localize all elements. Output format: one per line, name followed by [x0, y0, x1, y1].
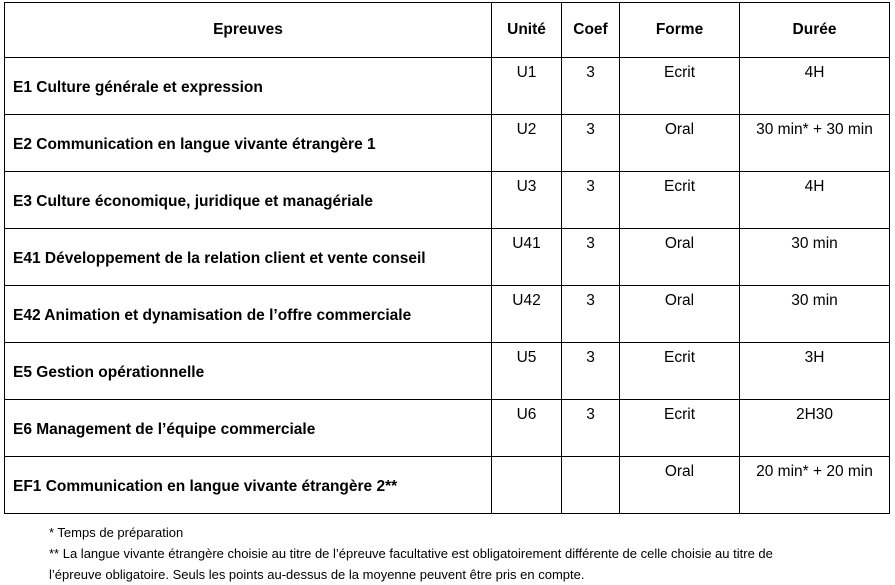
header-epreuves-label: Epreuves [213, 21, 283, 38]
header-duree: Durée [740, 3, 890, 58]
cell-epreuve: E6 Management de l’équipe commerciale [5, 400, 492, 457]
cell-unite: U6 [492, 400, 562, 457]
cell-epreuve: EF1 Communication en langue vivante étrangère 2** [5, 457, 492, 514]
exams-table [4, 2, 890, 514]
footnote-preparation-time: * Temps de préparation [49, 525, 184, 540]
cell-duree: 30 min* + 30 min [740, 115, 890, 172]
table-row [5, 286, 890, 343]
cell-forme: Ecrit [620, 172, 740, 229]
footnote-optional-language-line1: ** La langue vivante étrangère choisie au titre de l’épreuve facultative est obligatoirement différente de celle choisie au titre de [49, 546, 773, 561]
cell-forme: Ecrit [620, 400, 740, 457]
cell-coef: 3 [562, 286, 620, 343]
header-forme: Forme [620, 3, 740, 58]
cell-epreuve: E1 Culture générale et expression [5, 58, 492, 115]
cell-forme: Oral [620, 457, 740, 514]
cell-forme: Ecrit [620, 58, 740, 115]
cell-duree: 30 min [740, 286, 890, 343]
table-row [5, 400, 890, 457]
cell-coef: 3 [562, 343, 620, 400]
table-row [5, 58, 890, 115]
cell-coef: 3 [562, 58, 620, 115]
table-row [5, 229, 890, 286]
footnote-optional-language-line2: l’épreuve obligatoire. Seuls les points au-dessus de la moyenne peuvent être pris en compte. [49, 567, 585, 582]
cell-unite: U2 [492, 115, 562, 172]
table-row [5, 457, 890, 514]
cell-duree: 20 min* + 20 min [740, 457, 890, 514]
footnotes [49, 522, 869, 585]
cell-duree: 4H [740, 58, 890, 115]
cell-coef: 3 [562, 172, 620, 229]
cell-coef: 3 [562, 229, 620, 286]
header-epreuves [5, 3, 492, 58]
header-coef: Coef [562, 3, 620, 58]
cell-unite [492, 457, 562, 514]
cell-forme: Oral [620, 115, 740, 172]
header-unite: Unité [492, 3, 562, 58]
cell-duree: 30 min [740, 229, 890, 286]
cell-epreuve: E42 Animation et dynamisation de l’offre commerciale [5, 286, 492, 343]
table-row [5, 115, 890, 172]
cell-forme: Ecrit [620, 343, 740, 400]
cell-forme: Oral [620, 229, 740, 286]
table-row [5, 172, 890, 229]
header-row [5, 3, 890, 58]
cell-duree: 3H [740, 343, 890, 400]
cell-epreuve: E3 Culture économique, juridique et managériale [5, 172, 492, 229]
cell-coef: 3 [562, 115, 620, 172]
cell-unite: U41 [492, 229, 562, 286]
cell-duree: 2H30 [740, 400, 890, 457]
cell-unite: U1 [492, 58, 562, 115]
cell-coef: 3 [562, 400, 620, 457]
cell-duree: 4H [740, 172, 890, 229]
cell-unite: U3 [492, 172, 562, 229]
cell-epreuve: E2 Communication en langue vivante étrangère 1 [5, 115, 492, 172]
cell-epreuve: E41 Développement de la relation client et vente conseil [5, 229, 492, 286]
table-row [5, 343, 890, 400]
cell-coef [562, 457, 620, 514]
cell-forme: Oral [620, 286, 740, 343]
cell-unite: U5 [492, 343, 562, 400]
cell-epreuve: E5 Gestion opérationnelle [5, 343, 492, 400]
cell-unite: U42 [492, 286, 562, 343]
